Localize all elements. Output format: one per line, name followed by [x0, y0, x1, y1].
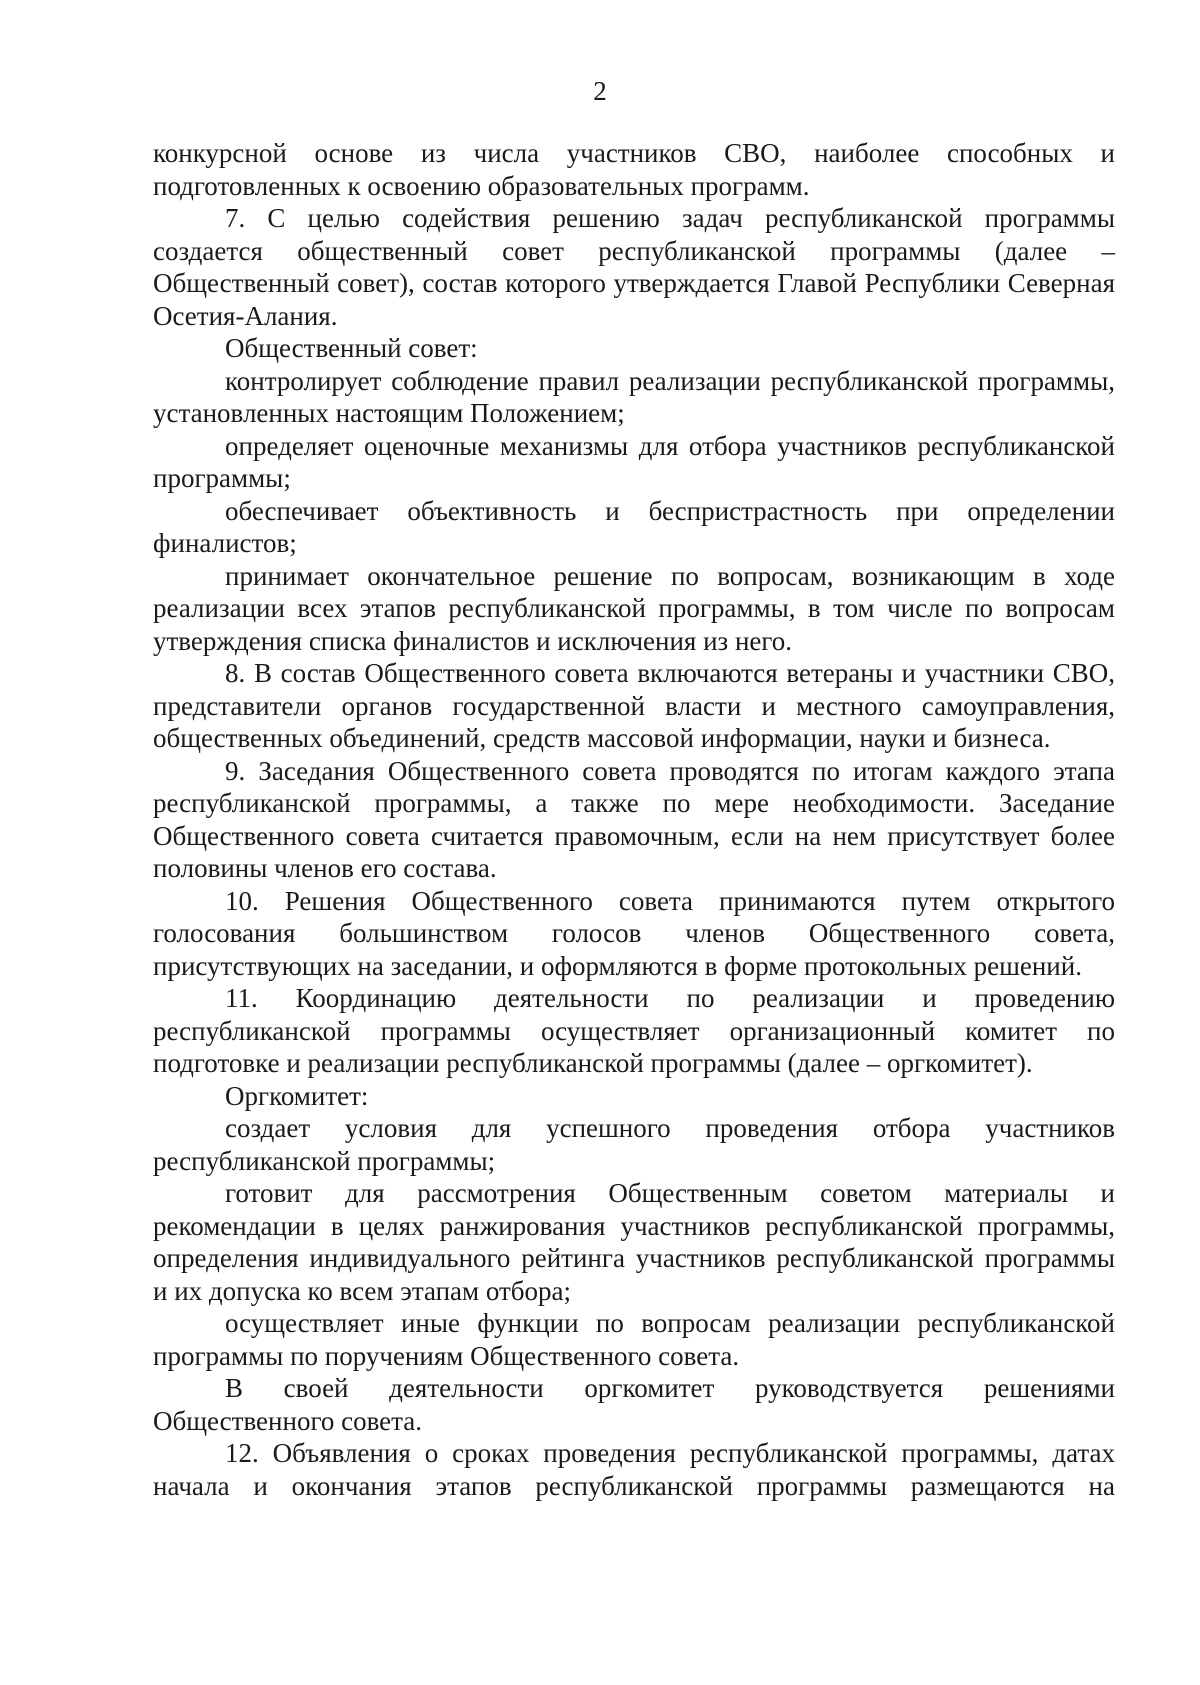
paragraph-committee-duty-3: осуществляет иные функции по вопросам реализации республиканской программы по поручениям Общественного совета.	[153, 1308, 1115, 1371]
paragraph-item-8: 8. В состав Общественного совета включаются ветераны и участники СВО, представители органов государственной власти и местного самоуправления, общественных объединений, средств массовой информации, науки и бизнеса.	[153, 658, 1115, 753]
paragraph-committee-duty-1: создает условия для успешного проведения отбора участников республиканской программы;	[153, 1113, 1115, 1176]
paragraph-council-heading: Общественный совет:	[225, 333, 478, 363]
paragraph-item-10: 10. Решения Общественного совета принимаются путем открытого голосования большинством голосов членов Общественного совета, присутствующих на заседании, и оформляются в форме протокольных решений.	[153, 885, 1115, 981]
paragraph-committee-duty-2: готовит для рассмотрения Общественным советом материалы и рекомендации в целях ранжирования участников республиканской программы, определения индивидуального рейтинга участников республиканской программы и их допуска ко всем этапам отбора;	[153, 1178, 1115, 1306]
paragraph-council-duty-1: контролирует соблюдение правил реализации республиканской программы, установленных настоящим Положением;	[153, 365, 1115, 428]
page-number: 2	[593, 76, 607, 106]
paragraph-council-duty-3: обеспечивает объективность и беспристрастность при определении финалистов;	[153, 495, 1115, 558]
paragraph-council-duty-4: принимает окончательное решение по вопросам, возникающим в ходе реализации всех этапов республиканской программы, в том числе по вопросам утверждения списка финалистов и исключения из него.	[153, 560, 1115, 656]
paragraph-continuation: конкурсной основе из числа участников СВО, наиболее способных и подготовленных к освоению образовательных программ.	[153, 138, 1115, 201]
paragraph-item-12: 12. Объявления о сроках проведения республиканской программы, датах начала и окончания этапов республиканской программы размещаются на	[153, 1438, 1115, 1501]
paragraph-council-duty-2: определяет оценочные механизмы для отбора участников республиканской программы;	[153, 430, 1115, 493]
paragraph-committee-heading: Оргкомитет:	[225, 1080, 369, 1111]
paragraph-item-11: 11. Координацию деятельности по реализации и проведению республиканской программы осуществляет организационный комитет по подготовке и реализации республиканской программы (далее – оргкомитет).	[153, 983, 1115, 1078]
paragraph-item-9: 9. Заседания Общественного совета проводятся по итогам каждого этапа республиканской программы, а также по мере необходимости. Заседание Общественного совета считается правомочным, если на нем присутствует более половины членов его состава.	[153, 755, 1115, 883]
paragraph-committee-guidance: В своей деятельности оргкомитет руководствуется решениями Общественного совета.	[153, 1373, 1115, 1436]
document-body	[153, 137, 1115, 1502]
paragraph-item-7: 7. С целью содействия решению задач республиканской программы создается общественный совет республиканской программы (далее – Общественный совет), состав которого утверждается Главой Республики Северная Осетия-Алания.	[153, 203, 1115, 331]
